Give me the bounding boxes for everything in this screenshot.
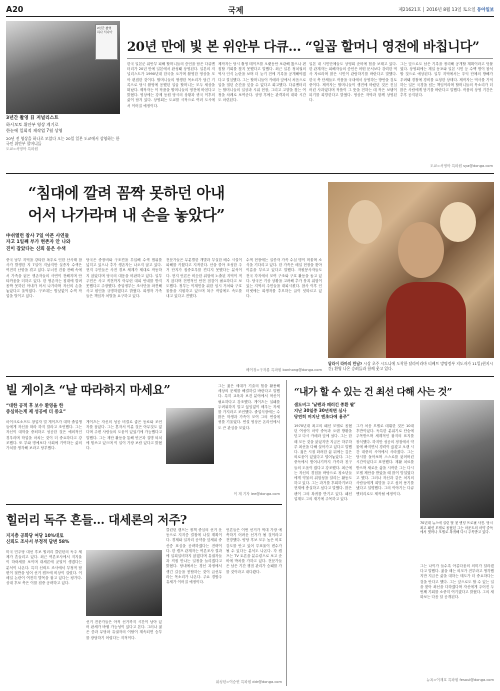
story4-body-col2: 선거 전문가들은 아직 선거까지 시간이 남아 있어 판세가 바뀔 가능성이 있다고 본다. 그러나 젊은 층과 무당파 유권자의 이탈이 계속되면 승부를 장담하기 어렵다는 지적이다. bbox=[86, 620, 162, 640]
story3-body-col3: 그는 젊은 세대가 기술의 힘을 활용해 세상의 문제를 해결하길 바란다고 말했다. 특히 교육과 보건 분야에서 혁신이 필요하다고 강조했다. 게이츠는 실패를 두려워하지 말고 끊임없이 배우는 자세를 가지라고 조언했다. 졸업식장에는 수많은 학생과 가족이 모여 그의 연설에 귀를 기울였다. 연설 영상은 온라인에서도 큰 관심을 모았다. bbox=[218, 384, 280, 430]
story5-deck bbox=[294, 402, 404, 420]
story5-deck-line: 샘도비그 ‘날렌과 패러긴 종환 팔’ bbox=[294, 402, 356, 407]
dateline bbox=[399, 7, 494, 13]
story1-caption-title: 3년간 촬영 日 저널리스트 bbox=[6, 116, 59, 121]
story1-headline bbox=[127, 36, 493, 55]
story2-body-col3: 전문가들은 무분별한 개발과 부실한 배수 시설이 피해를 키웠다고 지적한다. 산을 깎아 조성한 주거 단지가 집중호우를 견디지 못했다는 분석이다. 현지 언론은 비슷한 위험에 노출된 지역이 적지 않다며 전면적인 안전 점검이 필요하다고 보도했다. 정부는 이재민을 위한 임시 거처와 구호 물품을 지원하고 있으며 복구 작업에도 속도를 내고 있다고 전했다. bbox=[166, 258, 242, 299]
story5-body-col2: 그가 처음 모델로 데뷔한 것은 10대 후반이었다. 독특한 분위기로 단숨에 주목받으며 세계적인 잡지의 표지를 장식했다. 하지만 성공의 정점에서 약물에 빠지면서 경력이 끊겼고 오랜 시간 대중의 시야에서 사라졌다. 그는 당시를 돌아보며 스스로를 잃어버린 시간이었다고 표현했다. 재활 치료를 받으며 새로운 삶을 시작한 그는 다시 모델 제안을 받았을 때 많이 망설였다고 했다. 그러나 자신과 같은 처지의 사람들에게 희망을 주고 싶어 용기를 냈다고 설명했다. 그의 이야기는 다큐멘터리로도 제작될 예정이다. bbox=[356, 424, 414, 496]
section-divider bbox=[6, 376, 494, 377]
photo-figure bbox=[440, 202, 476, 242]
story2-byline: 베이징=구자룡 특파원 bonhong@donga.com bbox=[246, 368, 322, 372]
photo-figure bbox=[348, 200, 382, 244]
story1-caption-line: 한눈에 일회적 재작업 7월 상영 bbox=[6, 127, 63, 133]
story2-deck-line: 진이 잡았다는 신뢰 묻은 수색 bbox=[6, 246, 66, 252]
story5-photo-caption: 70년대 뉴스에 실린 딸 첫 앤딩 프로필 사진. 당시 최고 패션 모델로 꼽혔던 그는 마운트의 마약 중독에서 벗어나 모델로 복귀해 다시 주목받고 있다. bbox=[420, 521, 494, 535]
story2-body-col1: 중국 남부 지역을 강타한 폭우로 인한 산사태 참사가 발생한 지 7일이 지났지만 실종자 수색은 여전히 난항을 겪고 있다. 무너진 건물 잔해 속에서 가족을 잃은 생존자들의 사연이 전해지며 안타까움을 더하고 있다. 한 생존자는 침대에 깔려 꼼짝 못하던 아내가 어서 나가라며 자신의 손을 놓았다고 울먹였다. 구조대는 밤낮없이 수색 작업을 벌이고 있다. bbox=[6, 258, 82, 299]
story5-body-col1: 1970년대 최고의 패션 모델로 꼽혔던 여성이 마약 중독과 오랜 방황을 딛고 다시 카메라 앞에 섰다. 그는 한때 모든 것을 잃었지만 지금은 하루하루 최선을 다해 살아가고 있다고 말했다. 젊은 시절 화려한 삶 뒤에는 깊은 외로움이 있었다고 털어놓았다. 그는 중독에서 벗어나기까지 가족과 친구들의 도움이 컸다고 강조했다. 최근에는 자신의 경험을 바탕으로 청소년들에게 약물의 위험성을 알리는 활동도 하고 있다. 그는 과거를 후회하기보다 현재에 충실하고 싶다고 말했다. 많은 팬이 그의 복귀를 반기고 있다. 패션 업계도 그의 재기에 주목하고 있다. bbox=[294, 424, 352, 501]
story1-photo-sub-b: 하나 서나아 bbox=[97, 30, 113, 34]
story3-body-col1: 마이크로소프트 창업자 빌 게이츠가 대학 졸업생들에게 자신을 따라 하지 말라고 조언했다. 그는 자신이 대학을 중퇴하고 성공한 것은 예외적인 경우라며 학업을 마치는 것이 더 중요하다고 강조했다. 또 부와 명예보다 사회에 기여하는 삶의 가치를 생각해 보라고 당부했다. bbox=[6, 420, 82, 451]
story2-deck-line: 자고 1일째 부가 현존자 안 나와 bbox=[6, 240, 71, 246]
story5-photo bbox=[420, 400, 494, 518]
story4-deck-line: 지지층 공화당 여당 10%대로 bbox=[6, 534, 64, 539]
story1-headline-rule bbox=[127, 58, 493, 59]
story4-deck-line: 신뢰도 조사서 부정적 답변 58% bbox=[6, 540, 70, 545]
story2-photo bbox=[328, 182, 494, 358]
story3-body-col2: 게이츠는 자신의 성공 비결로 좋은 동료와 조언자를 꼽았다. 그는 혼자서 이룬 것은 아무것도 없다며 주변 사람들의 도움이 있었기에 가능했다고 말했다. 그는 재단 활동을 통해 빈곤과 질병 퇴치에 힘쓰고 있으며 이 일이 가장 보람 있다고 밝혔다. bbox=[86, 420, 162, 451]
story1-body-col1: 한국 일본군 위안부 피해 할머니들의 증언을 담은 다큐멘터리가 20년 만에 일본에서 완성돼 상영된다. 일본의 저널리스트가 1990년대 한국을 오가며 촬영한 영상을 모아 편집한 것이다. 할머니들의 생생한 목소리가 담긴 기록으로 당시 촬영에 응했던 일곱 할머니는 모두 세상을 떠났다. 제작자는 이 작품을 할머니들의 영전에 바친다고 밝혔다. 영상에는 강제 동원 당시의 상황과 귀국 이후의 삶이 담겨 있다. 상영회는 도쿄를 시작으로 여러 도시에서 이어질 예정이다. bbox=[127, 62, 215, 108]
story5-deck-line: 당연히 머지난 엔초다에 용주” bbox=[294, 414, 350, 419]
story4-headline: 힐러리 독주 흔들… 대세론의 저주? bbox=[6, 513, 187, 527]
story5-deck-line: 지난 30일중 30년적면 심사 bbox=[294, 408, 347, 413]
story2-body-col2: 당국은 중장비와 구조견을 투입해 수색 범위를 넓히고 있으나 추가 생존자는 나오지 않고 있다. 현지 주민들은 사전 경보 체계가 제대로 작동하지 않았다며 당국의 대응을 비판하고 있다. 일부 주민은 사고 직전까지 아무런 대피 안내를 받지 못했다고 주장했다. 중앙정부는 조사단을 파견해 사고 원인을 규명하겠다고 밝혔다. 희생자 가족들은 책임자 처벌을 요구하고 있다. bbox=[86, 258, 162, 299]
story4-photo bbox=[86, 550, 162, 616]
story2-deck-line: 中쉬엘런 참사 7일 아픈 사연들 bbox=[6, 234, 70, 239]
story3-byline: 이 재 기자 lee@donga.com bbox=[233, 492, 280, 496]
photo-figure bbox=[398, 222, 444, 278]
section-name: 국제 bbox=[228, 6, 244, 15]
issue-date: 제21621호 │ 2016년 8월 13일 토요일 bbox=[398, 8, 476, 13]
story2-deck bbox=[6, 234, 156, 253]
story1-body-col3: 일본 내 시민단체들도 상영회 준비에 힘을 보태고 있다. 한 관계자는 피해자들의 증언은 어떤 문서보다 강력한 역사 자료라며 많은 시민이 관람하기를 바란다고 말했다. 한국 측 단체들도 작품을 국내에서 상영하는 방안을 검토 중이다. 제작자는 할머니들이 생전에 바랐던 것은 진심 어린 사과였다며 작품이 그 뜻을 전하는 데 작은 보탬이 되기를 희망한다고 밝혔다. 영상은 자막과 함께 상영된다. bbox=[309, 62, 397, 103]
story1-photo-inset bbox=[95, 24, 118, 60]
story3-photo bbox=[166, 408, 214, 464]
paper-name: 동아일보 bbox=[477, 8, 494, 13]
story1-body-col4: 그는 앞으로도 남은 기록을 정리해 공개할 계획이라고 덧붙였다. 상영회에는 재일 동포와 일본 시민 등 수백 명이 참석할 것으로 예상된다. 일부 지역에서는 우익 단체의 방해가 우려돼 경찰에 경비를 요청한 상태다. 제작자는 역사를 기억하는 일은 국경을 넘는 책임이라며 할머니들의 목소리가 더 많은 사람에게 닿기를 바란다고 말했다. 작품의 상영 기간은 추후 공지된다. bbox=[400, 62, 493, 98]
story5-headline: “내가 할 수 있는 건 최선 다해 사는 것” bbox=[294, 387, 452, 398]
section-divider bbox=[6, 173, 494, 174]
story5-byline: 뉴욕=이재호 특파원 fesoul@donga.com bbox=[426, 678, 494, 682]
masthead bbox=[6, 3, 494, 17]
page-number: A20 bbox=[6, 5, 24, 14]
story1-caption-line: 하시모토 위안부 영상 계기로 bbox=[6, 122, 59, 127]
story2-headline-line1: “침대에 깔려 꼼짝 못하던 아내 bbox=[28, 184, 225, 202]
story4-body-col4: 언론들은 이번 선거가 역대 가장 예측하기 어려운 선거가 될 것이라고 전망했다. 양당 후보 모두 높은 비호감도를 안고 있어 투표율이 변수가 될 수 있다는 분석도 나온다. 각 캠프는 TV 토론을 분수령으로 보고 준비에 박차를 가하고 있다. 전문가들은 남은 기간 쟁점 관리가 승패를 가를 것이라고 내다봤다. bbox=[226, 528, 282, 574]
story3-headline: 빌 게이츠 “날 따라하지 마세요” bbox=[6, 383, 171, 397]
story1-headline-a: 20년 만에 빛 본 위안부 다큐… bbox=[127, 40, 301, 55]
story2-caption-text: 시상 초주 시드니에 도착한 달라이라마 티베트 망명정부 지도자가 11일(현지시간) 환영 나온 승려들과 함께 웃고 있다. bbox=[328, 361, 494, 371]
story1-caption-box bbox=[6, 116, 120, 168]
story5-body-col3: 그는 나이가 들수록 아름다움의 의미가 달라졌다고 말했다. 젊을 때는 외모가 전부라고 생각했지만 지금은 삶을 대하는 태도가 더 중요하다는 것을 안다고 했다. 그는 앞으로도 할 수 있는 일을 찾아 최선을 다하겠다며 자신에게 주어진 두 번째 기회를 소중히 여기겠다고 밝혔다. 그의 새 화보는 다음 달 공개된다. bbox=[420, 564, 494, 600]
story2-body-col4: 수색 현장에는 실종자 가족 수십 명이 머물며 소식을 기다리고 있다. 한 가족은 매일 현장을 찾아 이름을 부르고 있다고 말했다. 자원봉사자들도 전국 각지에서 모여 구조와 구호 활동을 돕고 있다. 당국은 기상 상황을 고려해 추가 붕괴 위험이 있는 지역의 주민들을 대피시켰다. 참사 이후 인터넷에는 희생자를 추모하는 글이 잇따르고 있다. bbox=[246, 258, 322, 299]
section-divider bbox=[6, 504, 282, 505]
story1-byline: 도쿄=서영아 특파원 sya@donga.com bbox=[430, 164, 493, 168]
column-rule bbox=[286, 380, 287, 686]
story4-body-col1: 미국 민주당 대선 후보 힐러리 클린턴의 독주 체제가 흔들리고 있다. 최근 여론조사에서 지지율이 하락세를 보이며 대세론에 균열이 생겼다는 분석이 나온다. 특히 신뢰도 조사에서 부정적 답변이 절반을 넘어 선거 캠프에 비상이 걸렸다. 이메일 논란이 여전히 발목을 잡고 있다는 평가다. 상대 후보 측은 이를 집중 공략하고 있다. bbox=[6, 550, 82, 586]
story3-deck-line: “대한 공적 후 보수 환영을 한 bbox=[6, 404, 64, 409]
story1-photo-credit: 도쿄=서영아 특파원 bbox=[6, 147, 38, 152]
story3-deck-line: 중심하는게 제 성공에 더 중요” bbox=[6, 410, 66, 415]
story2-photo-caption bbox=[328, 361, 494, 371]
story2-headline-line2: 어서 나가라며 내 손을 놓았다” bbox=[28, 206, 225, 224]
story1-headline-b: “일곱 할머니 영전에 바칩니다” bbox=[305, 40, 480, 55]
story1-photo-sub-a: 2년간 촬영 bbox=[97, 26, 112, 30]
story2-headline bbox=[28, 182, 298, 226]
story4-deck bbox=[6, 534, 156, 546]
story2-caption-title: 달라이 라마의 만남? bbox=[328, 361, 363, 366]
story4-body-col3: 클린턴 캠프는 정책 중심의 선거 운동으로 지지층 결집에 나설 계획이다. 경제와 일자리 공약을 앞세워 중산층 표심을 공략하겠다는 전략이다. 한 캠프 관계자는 여론조사 결과에 일희일비하지 않겠다며 유권자들과 직접 만나는 일정을 늘리겠다고 밝혔다. 당내에서는 경선 과정에서 생긴 갈등을 봉합하는 것이 급선무라는 목소리가 나온다. 주요 경합주 유세가 이어질 예정이다. bbox=[166, 528, 222, 585]
story1-body-col2: 제작자는 당시 촬영 테이프를 오랫동안 보관해 왔으나 편집할 기회를 찾지 못했다고 말했다. 최근 일본 정치권의 역사 인식 논란을 보며 더 늦기 전에 기록을 공개해야겠다고 결심했다. 그는 할머니들이 카메라 앞에서 처음으로 입을 열던 순간을 잊을 수 없다고 회고했다. 다큐멘터리는 할머니들의 일상과 시위 현장, 그리고 고향을 찾는 여정을 차례로 보여준다. 상영 후에는 관객과의 대화 시간도 마련된다. bbox=[218, 62, 306, 103]
photo-robe bbox=[386, 282, 466, 358]
story1-small-caption: 20년 전 영상을 하나로 모았다 오는 20일 일본 도쿄에서 상영하는 한국인 위안부 할머니들 bbox=[6, 136, 120, 147]
story4-byline: 워싱턴=이승헌 특파원 ddr@donga.com bbox=[215, 680, 282, 684]
story3-deck bbox=[6, 404, 156, 416]
